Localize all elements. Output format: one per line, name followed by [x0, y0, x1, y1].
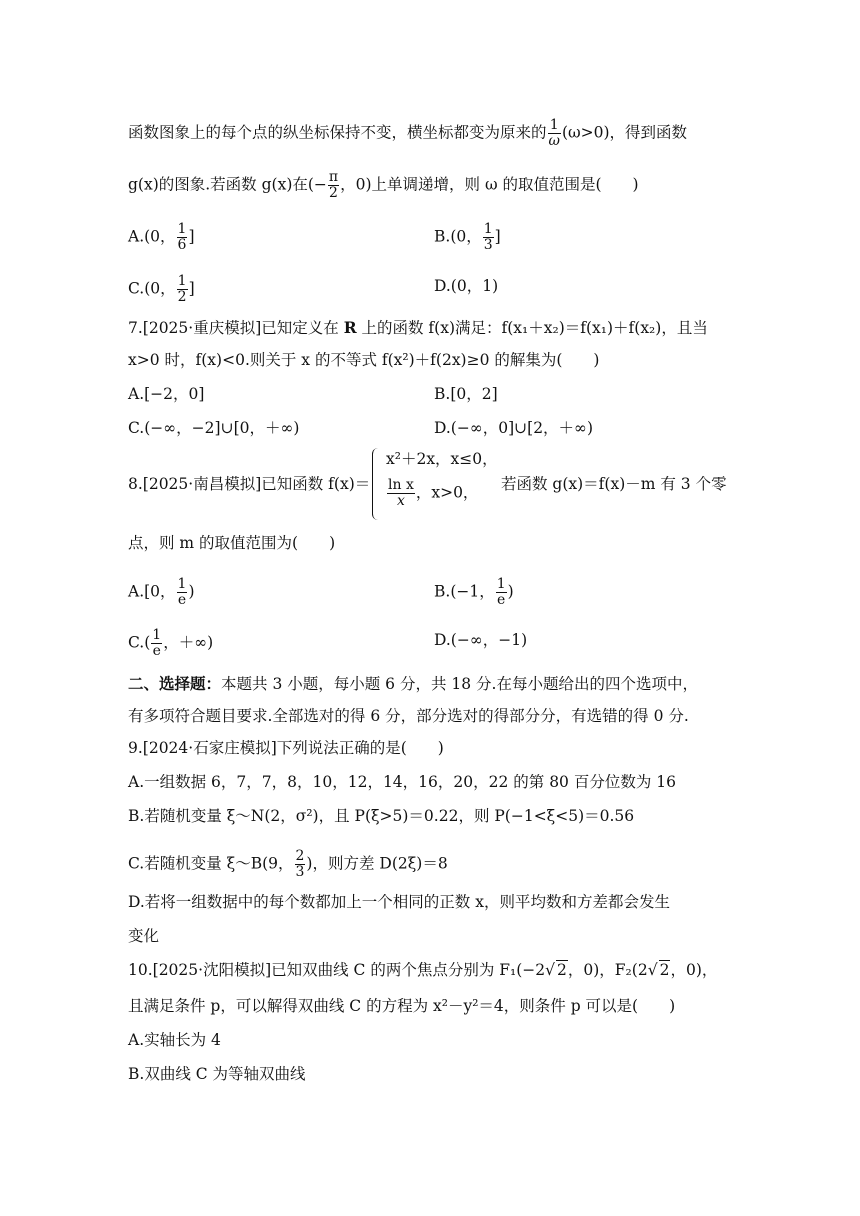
q6-option-a: A.(0， $\frac{1}{6}$ ] — [128, 221, 195, 253]
piecewise-brace — [372, 448, 381, 520]
fraction: $\frac{1}{3}$ — [483, 221, 493, 253]
q6-option-c: C.(0， $\frac{1}{2}$ ] — [128, 273, 195, 305]
q8-option-a: A.[0， $\frac{1}{e}$ ) — [128, 576, 195, 608]
q9-option-c: C.若随机变量 ξ～B(9， $\frac{2}{3}$ )，则方差 D(2ξ)＝8 — [128, 848, 448, 880]
q7-option-d: D.(−∞，0]∪[2，＋∞) — [434, 419, 594, 437]
q6-stem-line-2: g(x)的图象.若函数 g(x)在(− $\frac{\pi}{2}$ ，0)上单调递增，则 ω 的取值范围是( ) — [128, 169, 639, 201]
fraction: $\frac{\pi}{2}$ — [328, 169, 339, 201]
fraction: $\frac{1}{\omega}$ — [548, 117, 560, 149]
fraction: $\frac{1}{2}$ — [177, 273, 187, 305]
piecewise-case-2: $\frac{\text{ln x}}{x}$ ，x>0， — [388, 477, 479, 509]
q8-stem-lead: 8.[2025·南昌模拟]已知函数 f(x)＝ — [128, 475, 371, 493]
q6-option-d: D.(0，1) — [434, 277, 499, 295]
q7-stem-line-2: x>0 时，f(x)<0.则关于 x 的不等式 f(x²)＋f(2x)≥0 的解集为( ) — [128, 351, 600, 369]
q9-option-a: A.一组数据 6，7，7，8，10，12，14，16，20，22 的第 80 百分位数为 16 — [128, 773, 676, 791]
fraction: $\frac{1}{e}$ — [496, 576, 506, 608]
q7-option-c: C.(−∞，−2]∪[0，＋∞) — [128, 419, 300, 437]
fraction: $\frac{1}{e}$ — [177, 576, 187, 608]
q6-option-b: B.(0， $\frac{1}{3}$ ] — [434, 221, 501, 253]
sqrt-symbol: √ — [545, 961, 556, 979]
section-2-instructions: 有多项符合题目要求.全部选对的得 6 分，部分选对的得部分分，有选错的得 0 分. — [128, 707, 689, 725]
q9-option-d-line-1: D.若将一组数据中的每个数都加上一个相同的正数 x，则平均数和方差都会发生 — [128, 893, 670, 911]
q9-stem: 9.[2024·石家庄模拟]下列说法正确的是( ) — [128, 739, 444, 757]
q10-stem-line-1: 10.[2025·沈阳模拟]已知双曲线 C 的两个焦点分别为 F₁(−2√ 2，0)，F₂(2√ 2，0)， — [128, 961, 718, 979]
q8-stem-line-2: 点，则 m 的取值范围为( ) — [128, 534, 336, 552]
fraction: $\frac{\text{ln x}}{x}$ — [388, 477, 414, 509]
q7-stem-line-1: 7.[2025·重庆模拟]已知定义在 R 上的函数 f(x)满足：f(x₁＋x₂)＝f(x₁)＋f(x₂)，且当 — [128, 318, 708, 337]
q7-option-b: B.[0，2] — [434, 385, 498, 403]
piecewise-case-1: x²＋2x，x≤0， — [386, 450, 498, 468]
q10-option-a: A.实轴长为 4 — [128, 1031, 221, 1049]
q9-option-d-line-2: 变化 — [128, 927, 160, 945]
sqrt-symbol: √ — [647, 961, 658, 979]
q6-stem-line-1: 函数图象上的每个点的纵坐标保持不变，横坐标都变为原来的 $\frac{1}{\omega}$ (ω>0)，得到函数 — [128, 117, 688, 149]
q8-option-b: B.(−1， $\frac{1}{e}$ ) — [434, 576, 514, 608]
section-2-heading: 二、选择题：本题共 3 小题，每小题 6 分，共 18 分.在每小题给出的四个选项中， — [128, 675, 698, 693]
fraction: $\frac{1}{e}$ — [152, 627, 162, 659]
fraction: $\frac{2}{3}$ — [295, 848, 305, 880]
q7-option-a: A.[−2，0] — [128, 385, 205, 403]
q9-option-b: B.若随机变量 ξ～N(2，σ²)，且 P(ξ>5)＝0.22，则 P(−1<ξ<5)＝0.56 — [128, 807, 635, 825]
fraction: $\frac{1}{6}$ — [177, 221, 187, 253]
q8-option-d: D.(−∞，−1) — [434, 631, 528, 649]
q8-stem-tail: 若函数 g(x)＝f(x)－m 有 3 个零 — [501, 475, 727, 493]
q10-stem-line-2: 且满足条件 p，可以解得双曲线 C 的方程为 x²－y²＝4，则条件 p 可以是( ) — [128, 997, 676, 1015]
q8-option-c: C.( $\frac{1}{e}$ ，＋∞) — [128, 627, 214, 659]
q10-option-b: B.双曲线 C 为等轴双曲线 — [128, 1065, 306, 1083]
